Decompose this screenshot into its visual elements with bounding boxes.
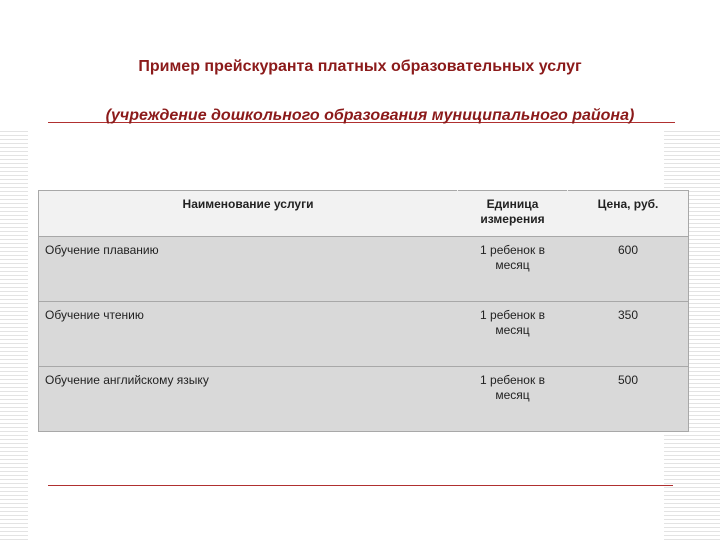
price-cell: 600	[568, 237, 689, 302]
price-table	[38, 190, 689, 432]
table-header-row	[39, 191, 689, 237]
table-row	[39, 237, 689, 302]
header-unit: Единица измерения	[458, 191, 568, 237]
page-title: Пример прейскуранта платных образовательных услуг	[138, 58, 582, 75]
price-cell: 500	[568, 367, 689, 432]
service-name-cell: Обучение чтению	[39, 302, 458, 367]
table-row	[39, 367, 689, 432]
table-row	[39, 302, 689, 367]
service-name-cell: Обучение плаванию	[39, 237, 458, 302]
unit-cell: 1 ребенок в месяц	[458, 367, 568, 432]
header-service-name: Наименование услуги	[39, 191, 458, 237]
service-name-cell: Обучение английскому языку	[39, 367, 458, 432]
price-cell: 350	[568, 302, 689, 367]
header-price: Цена, руб.	[568, 191, 689, 237]
unit-cell: 1 ребенок в месяц	[458, 302, 568, 367]
page-subtitle: (учреждение дошкольного образования муниципального района)	[105, 107, 635, 124]
unit-cell: 1 ребенок в месяц	[458, 237, 568, 302]
bottom-divider	[48, 485, 673, 486]
